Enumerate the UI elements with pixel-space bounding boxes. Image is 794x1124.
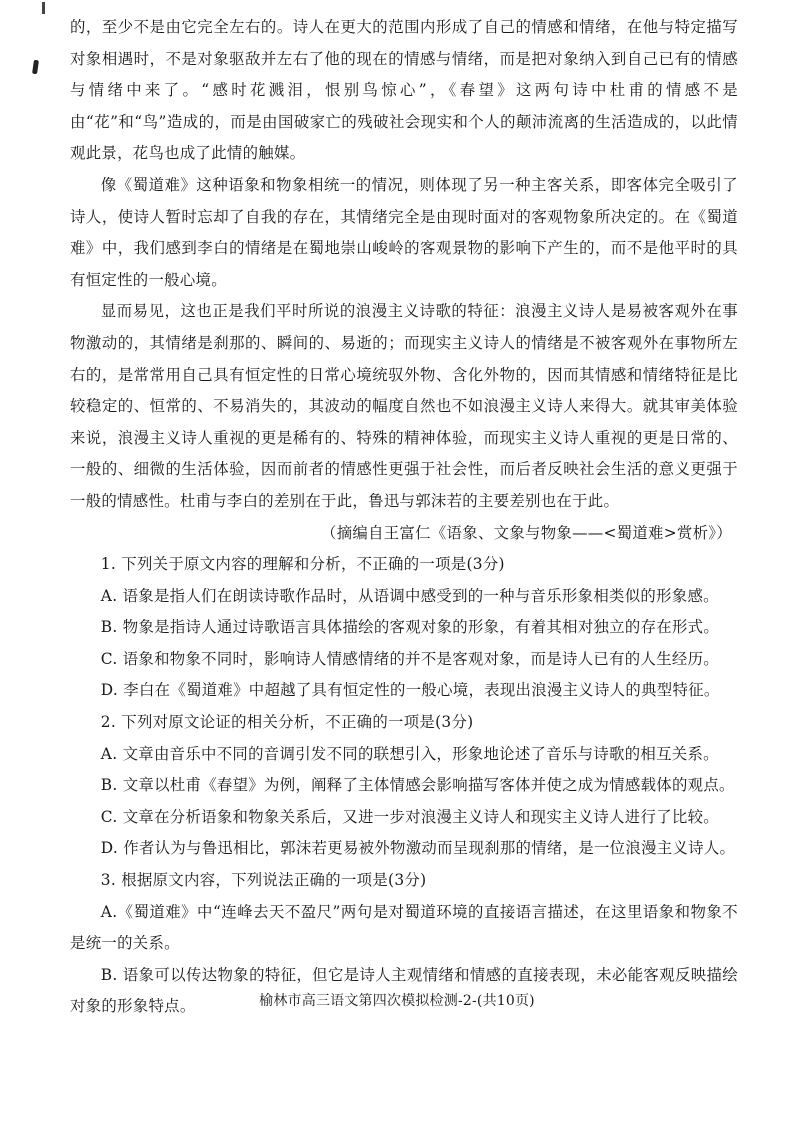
option-b: B. 文章以杜甫《春望》为例，阐释了主体情感会影响描写客体并使之成为情感载体的观点。	[100, 776, 735, 795]
option-a: A.《蜀道难》中“连峰去天不盈尺”两句是对蜀道环境的直接语言描述，在这里语象和物象不是统一的关系。	[70, 902, 738, 953]
option-a: A. 语象是指人们在朗读诗歌作品时，从语调中感受到的一种与音乐形象相类似的形象感。	[100, 586, 719, 605]
option-a: A. 文章由音乐中不同的音调引发不同的联想引入，形象地论述了音乐与诗歌的相互关系。	[100, 744, 719, 763]
paragraph-2: 像《蜀道难》这种语象和物象相统一的情况，则体现了另一种主客关系，即客体完全吸引了诗人，使诗人暂时忘却了自我的存在，其情绪完全是由现时面对的客观物象所决定的。在《蜀道难》中，我们感到李白的情绪是在蜀地崇山峻岭的客观景物的影响下产生的，而不是他平时的具有恒定性的一般心境。	[70, 175, 738, 289]
binding-mark	[42, 2, 45, 14]
question-stem: 3. 根据原文内容，下列说法正确的一项是(3分)	[100, 871, 427, 890]
article-body	[70, 12, 738, 1023]
option-c: C. 语象和物象不同时，影响诗人情感情绪的并不是客观对象，而是诗人已有的人生经历。	[100, 649, 719, 668]
option-b: B. 物象是指诗人通过诗歌语言具体描绘的客观对象的形象，有着其相对独立的存在形式。	[100, 618, 720, 637]
paragraph-3: 显而易见，这也正是我们平时所说的浪漫主义诗歌的特征：浪漫主义诗人是易被客观外在事物激动的，其情绪是刹那的、瞬间的、易逝的；而现实主义诗人的情绪是不被客观外在事物所左右的，是常常用自己具有恒定性的日常心境统驭外物、含化外物的，因而其情感和情绪特征是比较稳定的、恒常的、不易消失的，其波动的幅度自然也不如浪漫主义诗人来得大。就其审美体验来说，浪漫主义诗人重视的更是稀有的、特殊的精神体验，而现实主义诗人重视的更是日常的、一般的、细微的生活体验，因而前者的情感性更强于社会性，而后者反映社会生活的意义更强于一般的情感性。杜甫与李白的差别在于此，鲁迅与郭沫若的主要差别也在于此。	[70, 302, 738, 510]
paragraph-1: 的，至少不是由它完全左右的。诗人在更大的范围内形成了自己的情感和情绪，在他与特定描写对象相遇时，不是对象驱敌并左右了他的现在的情感与情绪，而是把对象纳入到自己已有的情感与情绪中来了。“感时花溅泪，恨别鸟惊心”，《春望》这两句诗中杜甫的情感不是由“花”和“鸟”造成的，而是由国破家亡的残破社会现实和个人的颠沛流离的生活造成的，以此情观此景，花鸟也成了此情的触媒。	[70, 18, 738, 163]
question-1	[70, 549, 738, 707]
option-d: D. 李白在《蜀道难》中超越了具有恒定性的一般心境，表现出浪漫主义诗人的典型特征。	[100, 681, 720, 700]
option-b: B. 语象可以传达物象的特征，但它是诗人主观情绪和情感的直接表现，未必能客观反映描绘对象的形象特点。	[70, 965, 738, 1016]
option-c: C. 文章在分析语象和物象关系后，又进一步对浪漫主义诗人和现实主义诗人进行了比较。	[100, 807, 719, 826]
option-d: D. 作者认为与鲁迅相比，郭沫若更易被外物激动而呈现刹那的情绪，是一位浪漫主义诗人。	[100, 839, 736, 858]
source-citation: （摘编自王富仁《语象、文象与物象——<蜀道难>赏析》）	[321, 523, 732, 542]
binding-hole	[32, 60, 39, 75]
question-stem: 2. 下列对原文论证的相关分析，不正确的一项是(3分)	[100, 713, 474, 732]
question-2	[70, 707, 738, 865]
page-footer: 榆林市高三语文第四次模拟检测-2-(共10页)	[259, 993, 535, 1009]
question-stem: 1. 下列关于原文内容的理解和分析，不正确的一项是(3分)	[100, 555, 505, 574]
